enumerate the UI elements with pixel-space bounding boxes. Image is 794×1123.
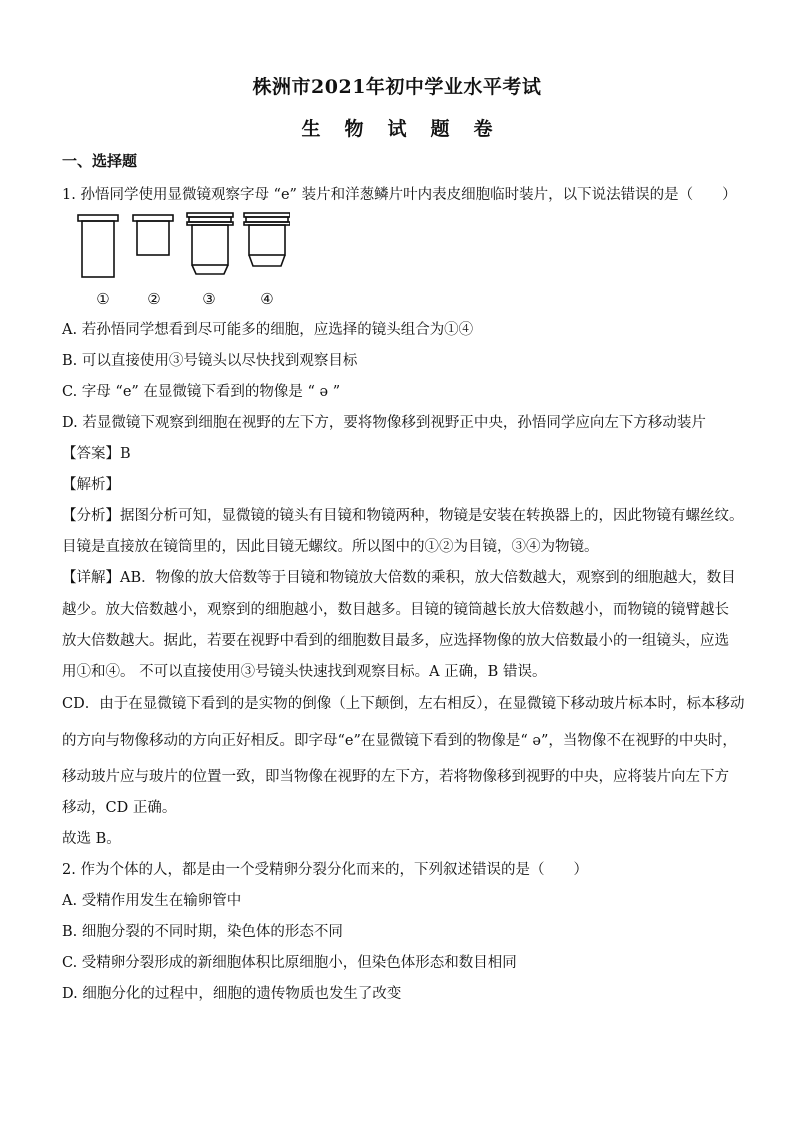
- question-2-option-c: C. 受精卵分裂形成的新细胞体积比原细胞小，但染色体形态和数目相同: [62, 955, 517, 971]
- explanation-line-4: 越少。放大倍数越小，观察到的细胞越小，数目越多。目镜的镜筒越长放大倍数越小，而物镜的镜臂越长: [62, 602, 729, 618]
- explanation-line-6: 用①和④。 不可以直接使用③号镜头快速找到观察目标。A 正确，B 错误。: [62, 664, 547, 680]
- microscope-lens-figure: [70, 210, 290, 280]
- question-1-option-d: D. 若显微镜下观察到细胞在视野的左下方，要将物像移到视野正中央，孙悟同学应向左下方移动装片: [62, 415, 706, 431]
- question-1-option-b: B. 可以直接使用③号镜头以尽快找到观察目标: [62, 353, 358, 369]
- question-1-option-c: C. 字母 “e” 在显微镜下看到的物像是 “ ə ”: [62, 384, 341, 400]
- answer-label: 【答案】B: [62, 446, 131, 462]
- question-2-stem: 2. 作为个体的人，都是由一个受精卵分裂分化而来的，下列叙述错误的是（ ）: [62, 862, 588, 878]
- explanation-line-7: CD．由于在显微镜下看到的是实物的倒像（上下颠倒，左右相反），在显微镜下移动玻片标本时，标本移动: [62, 696, 745, 712]
- question-1-option-a: A. 若孙悟同学想看到尽可能多的细胞，应选择的镜头组合为①④: [62, 322, 474, 338]
- explanation-line-9: 移动玻片应与玻片的位置一致，即当物像在视野的左下方，若将物像移到视野的中央，应将装片向左下方: [62, 769, 729, 785]
- question-1-stem: 1. 孙悟同学使用显微镜观察字母 “e” 装片和洋葱鳞片叶内表皮细胞临时装片，以下说法错误的是（ ）: [62, 187, 737, 203]
- figure-label-2: ②: [147, 290, 161, 308]
- question-2-option-d: D. 细胞分化的过程中，细胞的遗传物质也发生了改变: [62, 986, 402, 1002]
- explanation-line-8: 的方向与物像移动的方向正好相反。即字母“e”在显微镜下看到的物像是“ ə”，当物像不在视野的中央时，: [62, 733, 737, 749]
- explanation-line-3: 【详解】AB．物像的放大倍数等于目镜和物镜放大倍数的乘积，放大倍数越大，观察到的细胞越大，数目: [62, 570, 736, 586]
- explanation-line-5: 放大倍数越大。据此，若要在视野中看到的细胞数目最多，应选择物像的放大倍数最小的一组镜头，应选: [62, 633, 729, 649]
- page-title: 株洲市2021年初中学业水平考试: [252, 76, 542, 98]
- objective-short-icon: [244, 213, 290, 266]
- question-2-option-b: B. 细胞分裂的不同时期，染色体的形态不同: [62, 924, 343, 940]
- explanation-line-1: 【分析】据图分析可知，显微镜的镜头有目镜和物镜两种，物镜是安装在转换器上的，因此物镜有螺丝纹。: [62, 508, 744, 524]
- figure-label-4: ④: [260, 290, 274, 308]
- figure-label-3: ③: [202, 290, 216, 308]
- question-2-option-a: A. 受精作用发生在输卵管中: [62, 893, 242, 909]
- page-subtitle: 生物试题卷: [301, 118, 517, 140]
- explanation-line-11: 故选 B。: [62, 831, 121, 847]
- explanation-line-10: 移动，CD 正确。: [62, 800, 177, 816]
- analysis-label: 【解析】: [62, 477, 120, 493]
- objective-long-icon: [187, 213, 233, 274]
- eyepiece-short-icon: [133, 215, 173, 255]
- eyepiece-long-icon: [78, 215, 118, 277]
- figure-label-1: ①: [96, 290, 110, 308]
- section-heading: 一、选择题: [62, 152, 138, 170]
- explanation-line-2: 目镜是直接放在镜筒里的，因此目镜无螺纹。所以图中的①②为目镜，③④为物镜。: [62, 539, 599, 555]
